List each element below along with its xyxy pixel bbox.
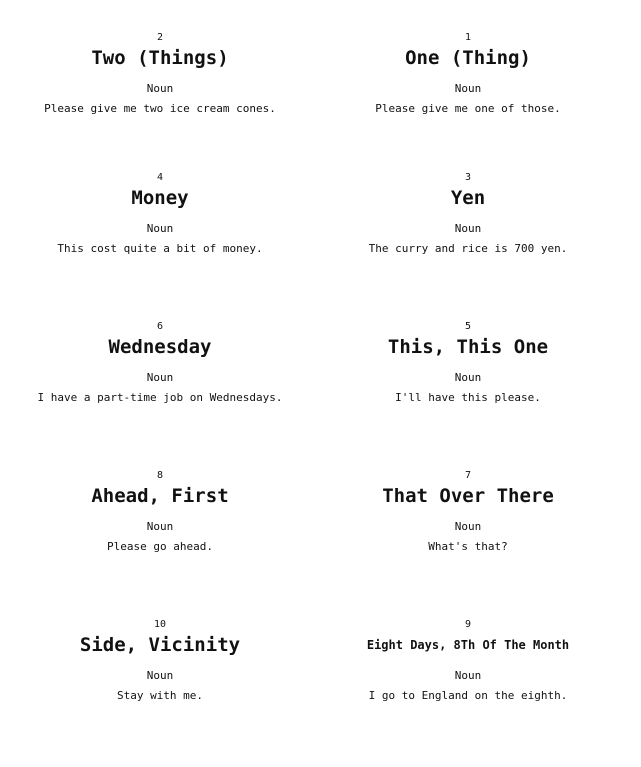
card-example: I have a part-time job on Wednesdays. bbox=[37, 391, 283, 404]
card-number: 3 bbox=[464, 172, 472, 183]
card-example: The curry and rice is 700 yen. bbox=[368, 242, 568, 255]
card-word: Ahead, First bbox=[91, 485, 229, 507]
card-number: 2 bbox=[156, 32, 164, 43]
card-number: 8 bbox=[156, 470, 164, 481]
card-example: I go to England on the eighth. bbox=[368, 689, 568, 702]
card-part-of-speech: Noun bbox=[454, 669, 482, 682]
flashcard bbox=[318, 172, 618, 256]
card-word: Side, Vicinity bbox=[79, 634, 241, 656]
card-word: Eight Days, 8Th Of The Month bbox=[366, 638, 570, 652]
card-example: What's that? bbox=[428, 540, 508, 553]
card-number: 9 bbox=[464, 619, 472, 630]
card-number: 1 bbox=[464, 32, 472, 43]
flashcard bbox=[318, 321, 618, 405]
flashcard bbox=[10, 619, 310, 703]
flashcard bbox=[10, 470, 310, 554]
card-example: Stay with me. bbox=[116, 689, 204, 702]
card-word: Wednesday bbox=[108, 336, 212, 358]
card-number: 4 bbox=[156, 172, 164, 183]
card-example: Please go ahead. bbox=[107, 540, 213, 553]
card-example: This cost quite a bit of money. bbox=[57, 242, 263, 255]
card-word: That Over There bbox=[382, 485, 554, 507]
card-part-of-speech: Noun bbox=[146, 669, 174, 682]
card-part-of-speech: Noun bbox=[454, 82, 482, 95]
card-word: One (Thing) bbox=[405, 47, 531, 69]
card-word: This, This One bbox=[387, 336, 549, 358]
card-example: I'll have this please. bbox=[395, 391, 541, 404]
flashcard bbox=[10, 172, 310, 256]
card-number: 6 bbox=[156, 321, 164, 332]
card-word: Yen bbox=[450, 187, 486, 209]
card-word: Two (Things) bbox=[91, 47, 229, 69]
flashcard bbox=[318, 470, 618, 554]
card-part-of-speech: Noun bbox=[146, 222, 174, 235]
card-example: Please give me two ice cream cones. bbox=[44, 102, 276, 115]
card-number: 10 bbox=[153, 619, 167, 630]
card-example: Please give me one of those. bbox=[375, 102, 561, 115]
card-part-of-speech: Noun bbox=[454, 520, 482, 533]
flashcard bbox=[318, 619, 618, 703]
card-part-of-speech: Noun bbox=[146, 520, 174, 533]
card-part-of-speech: Noun bbox=[454, 222, 482, 235]
card-part-of-speech: Noun bbox=[146, 371, 174, 384]
card-number: 5 bbox=[464, 321, 472, 332]
card-part-of-speech: Noun bbox=[454, 371, 482, 384]
card-word: Money bbox=[131, 187, 189, 209]
flashcard bbox=[318, 32, 618, 116]
card-part-of-speech: Noun bbox=[146, 82, 174, 95]
flashcard bbox=[10, 32, 310, 116]
flashcard bbox=[10, 321, 310, 405]
card-number: 7 bbox=[464, 470, 472, 481]
